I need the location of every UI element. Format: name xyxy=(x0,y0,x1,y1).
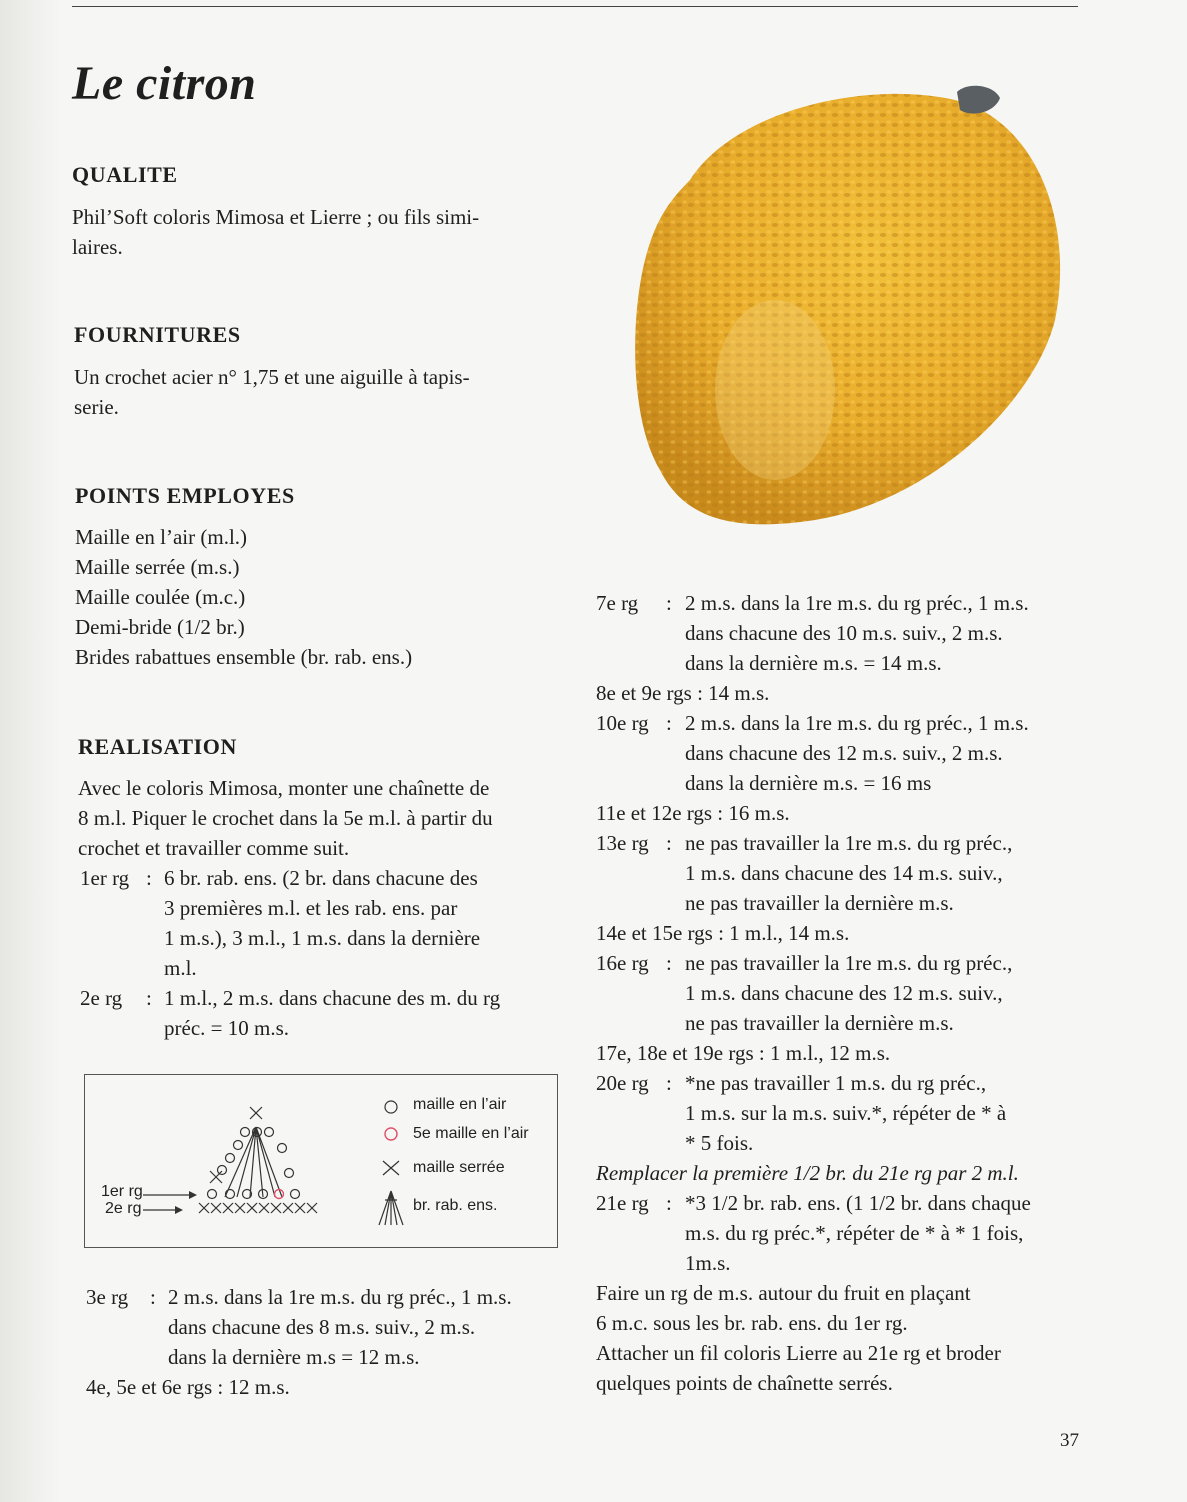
legend-chain: maille en l’air xyxy=(413,1096,507,1113)
row-label: 13e rg xyxy=(596,831,649,855)
list-item: Brides rabattues ensemble (br. rab. ens.) xyxy=(75,645,413,669)
text-line: 1 m.l., 2 m.s. dans chacune des m. du rg xyxy=(164,986,501,1010)
page-gutter-shade xyxy=(0,0,60,1502)
text-line: 2 m.s. dans la 1re m.s. du rg préc., 1 m.s. xyxy=(168,1285,512,1309)
text-line: 8 m.l. Piquer le crochet dans la 5e m.l. à partir du xyxy=(78,806,493,830)
text-line: 1m.s. xyxy=(685,1251,731,1275)
text-line: Avec le coloris Mimosa, monter une chaînette de xyxy=(78,776,490,800)
qualite-text xyxy=(72,202,479,262)
text-line: 1 m.s. sur la m.s. suiv.*, répéter de * à xyxy=(685,1101,1007,1125)
text-line: 1 m.s.), 3 m.l., 1 m.s. dans la dernière xyxy=(164,926,481,950)
text-line: 2 m.s. dans la 1re m.s. du rg préc., 1 m.s. xyxy=(685,711,1029,735)
text-line: 3 premières m.l. et les rab. ens. par xyxy=(164,896,458,920)
row-1-instructions: 1er rg : 6 br. rab. ens. (2 br. dans chacune des 3 premières m.l. et les rab. ens. par 1 m.s.), 3 m.l., 1 m.s. dans la dernière m.l. 2e rg : 1 m.l., 2 m.s. dans chacune des m. du rg préc. = 10 m.s. xyxy=(80,863,570,1043)
row-label: 16e rg xyxy=(596,951,649,975)
text-line: *ne pas travailler 1 m.s. du rg préc., xyxy=(685,1071,987,1095)
row-label: 3e rg xyxy=(86,1285,129,1309)
text-line: 11e et 12e rgs : 16 m.s. xyxy=(596,801,790,825)
text-line: laires. xyxy=(72,235,123,259)
text-line: Remplacer la première 1/2 br. du 21e rg par 2 m.l. xyxy=(596,1161,1019,1185)
text-line: 1 m.s. dans chacune des 14 m.s. suiv., xyxy=(685,861,1003,885)
right-column-instructions: 7e rg : 2 m.s. dans la 1re m.s. du rg préc., 1 m.s. dans chacune des 10 m.s. suiv., 2 m.s. dans la dernière m.s. = 14 m.s. 8e et 9e rgs : 14 m.s. 10e rg : 2 m.s. dans la 1re m.s. du rg préc., 1 m.s. dans chacune des 12 m.s. suiv., 2 m.s. dans la dernière m.s. = 16 ms 11e et 12e rgs : 16 m.s. 13e rg : ne pas travailler la 1re m.s. du rg préc., 1 m.s. dans chacune des 14 m.s. suiv., ne pas travailler la dernière m.s. 14e et 15e rgs : 1 m.l., 14 m.s. 16e rg : ne pas travailler la 1re m.s. du rg préc., 1 m.s. dans chacune des 12 m.s. suiv., ne pas travailler la dernière m.s. 17e, 18e et 19e rgs : 1 m.l., 12 m.s. 20e rg : *ne pas travailler 1 m.s. du rg préc., 1 m.s. sur la m.s. suiv.*, répéter de * à * 5 fois. Remplacer la première 1/2 br. du 21e rg par 2 m.l. 21e rg : *3 1/2 br. rab. ens. (1 1/2 br. dans chaque m.s. du rg préc.*, répéter de * à * 1 fois, 1m.s. Faire un rg de m.s. autour du fruit en plaçant 6 m.c. sous les br. rab. ens. du 1er rg. Attacher un fil coloris Lierre au 21e rg et broder quelques points de chaînette serrés. xyxy=(596,588,1096,1398)
text-line: * 5 fois. xyxy=(685,1131,754,1155)
row-label: 1er rg xyxy=(80,866,130,890)
row-label: 10e rg xyxy=(596,711,649,735)
text-line: Attacher un fil coloris Lierre au 21e rg et broder xyxy=(596,1341,1001,1365)
text-line: serie. xyxy=(74,395,119,419)
row-label: 20e rg xyxy=(596,1071,649,1095)
text-line: dans la dernière m.s = 12 m.s. xyxy=(168,1345,420,1369)
text-line: 6 m.c. sous les br. rab. ens. du 1er rg. xyxy=(596,1311,908,1335)
diagram-row2-label: 2e rg xyxy=(105,1200,142,1217)
list-item: Maille en l’air (m.l.) xyxy=(75,525,248,549)
legend-fifth-chain: 5e maille en l’air xyxy=(413,1125,529,1142)
stitch-diagram xyxy=(84,1074,558,1248)
row-label: 21e rg xyxy=(596,1191,649,1215)
text-line: 14e et 15e rgs : 1 m.l., 14 m.s. xyxy=(596,921,850,945)
heading-qualite: QUALITE xyxy=(72,162,178,187)
row-label: 2e rg xyxy=(80,986,123,1010)
diagram-row1-label: 1er rg xyxy=(101,1183,143,1200)
text-line: ne pas travailler la 1re m.s. du rg préc., xyxy=(685,951,1013,975)
text-line: 17e, 18e et 19e rgs : 1 m.l., 12 m.s. xyxy=(596,1041,891,1065)
text-line: quelques points de chaînette serrés. xyxy=(596,1371,893,1395)
text-line: dans la dernière m.s. = 14 m.s. xyxy=(685,651,942,675)
text-line: 4e, 5e et 6e rgs : 12 m.s. xyxy=(86,1375,290,1399)
text-line: m.l. xyxy=(164,956,197,980)
legend-cluster: br. rab. ens. xyxy=(413,1197,498,1214)
text-line: dans la dernière m.s. = 16 ms xyxy=(685,771,932,795)
text-line: dans chacune des 8 m.s. suiv., 2 m.s. xyxy=(168,1315,476,1339)
fournitures-text xyxy=(74,362,470,422)
heading-realisation: REALISATION xyxy=(78,734,238,759)
text-line: crochet et travailler comme suit. xyxy=(78,836,350,860)
text-line: m.s. du rg préc.*, répéter de * à * 1 fois, xyxy=(685,1221,1024,1245)
text-line: Un crochet acier n° 1,75 et une aiguille à tapis- xyxy=(74,365,470,389)
text-line: 6 br. rab. ens. (2 br. dans chacune des xyxy=(164,866,478,890)
text-line: *3 1/2 br. rab. ens. (1 1/2 br. dans chaque xyxy=(685,1191,1031,1215)
list-item: Demi-bride (1/2 br.) xyxy=(75,615,245,639)
legend-single-crochet: maille serrée xyxy=(413,1159,505,1176)
row-3-instructions: 3e rg : 2 m.s. dans la 1re m.s. du rg préc., 1 m.s. dans chacune des 8 m.s. suiv., 2 m.s. dans la dernière m.s = 12 m.s. 4e, 5e et 6e rgs : 12 m.s. xyxy=(86,1282,576,1402)
text-line: Faire un rg de m.s. autour du fruit en plaçant xyxy=(596,1281,971,1305)
text-line: 8e et 9e rgs : 14 m.s. xyxy=(596,681,770,705)
row-label: 7e rg xyxy=(596,591,639,615)
realisation-intro xyxy=(78,773,493,863)
text-line: ne pas travailler la dernière m.s. xyxy=(685,1011,954,1035)
text-line: ne pas travailler la 1re m.s. du rg préc., xyxy=(685,831,1013,855)
text-line: dans chacune des 12 m.s. suiv., 2 m.s. xyxy=(685,741,1003,765)
text-line: 2 m.s. dans la 1re m.s. du rg préc., 1 m.s. xyxy=(685,591,1029,615)
text-line: Phil’Soft coloris Mimosa et Lierre ; ou fils simi- xyxy=(72,205,480,229)
top-rule xyxy=(72,6,1078,7)
list-item: Maille serrée (m.s.) xyxy=(75,555,240,579)
points-list xyxy=(75,522,412,672)
lemon-photo xyxy=(615,70,1075,540)
text-line: dans chacune des 10 m.s. suiv., 2 m.s. xyxy=(685,621,1003,645)
page-number: 37 xyxy=(1060,1430,1079,1451)
heading-points-employes: POINTS EMPLOYES xyxy=(75,483,295,508)
text-line: préc. = 10 m.s. xyxy=(164,1016,289,1040)
heading-fournitures: FOURNITURES xyxy=(74,322,241,347)
text-line: 1 m.s. dans chacune des 12 m.s. suiv., xyxy=(685,981,1003,1005)
list-item: Maille coulée (m.c.) xyxy=(75,585,246,609)
page-title: Le citron xyxy=(72,57,257,110)
text-line: ne pas travailler la dernière m.s. xyxy=(685,891,954,915)
